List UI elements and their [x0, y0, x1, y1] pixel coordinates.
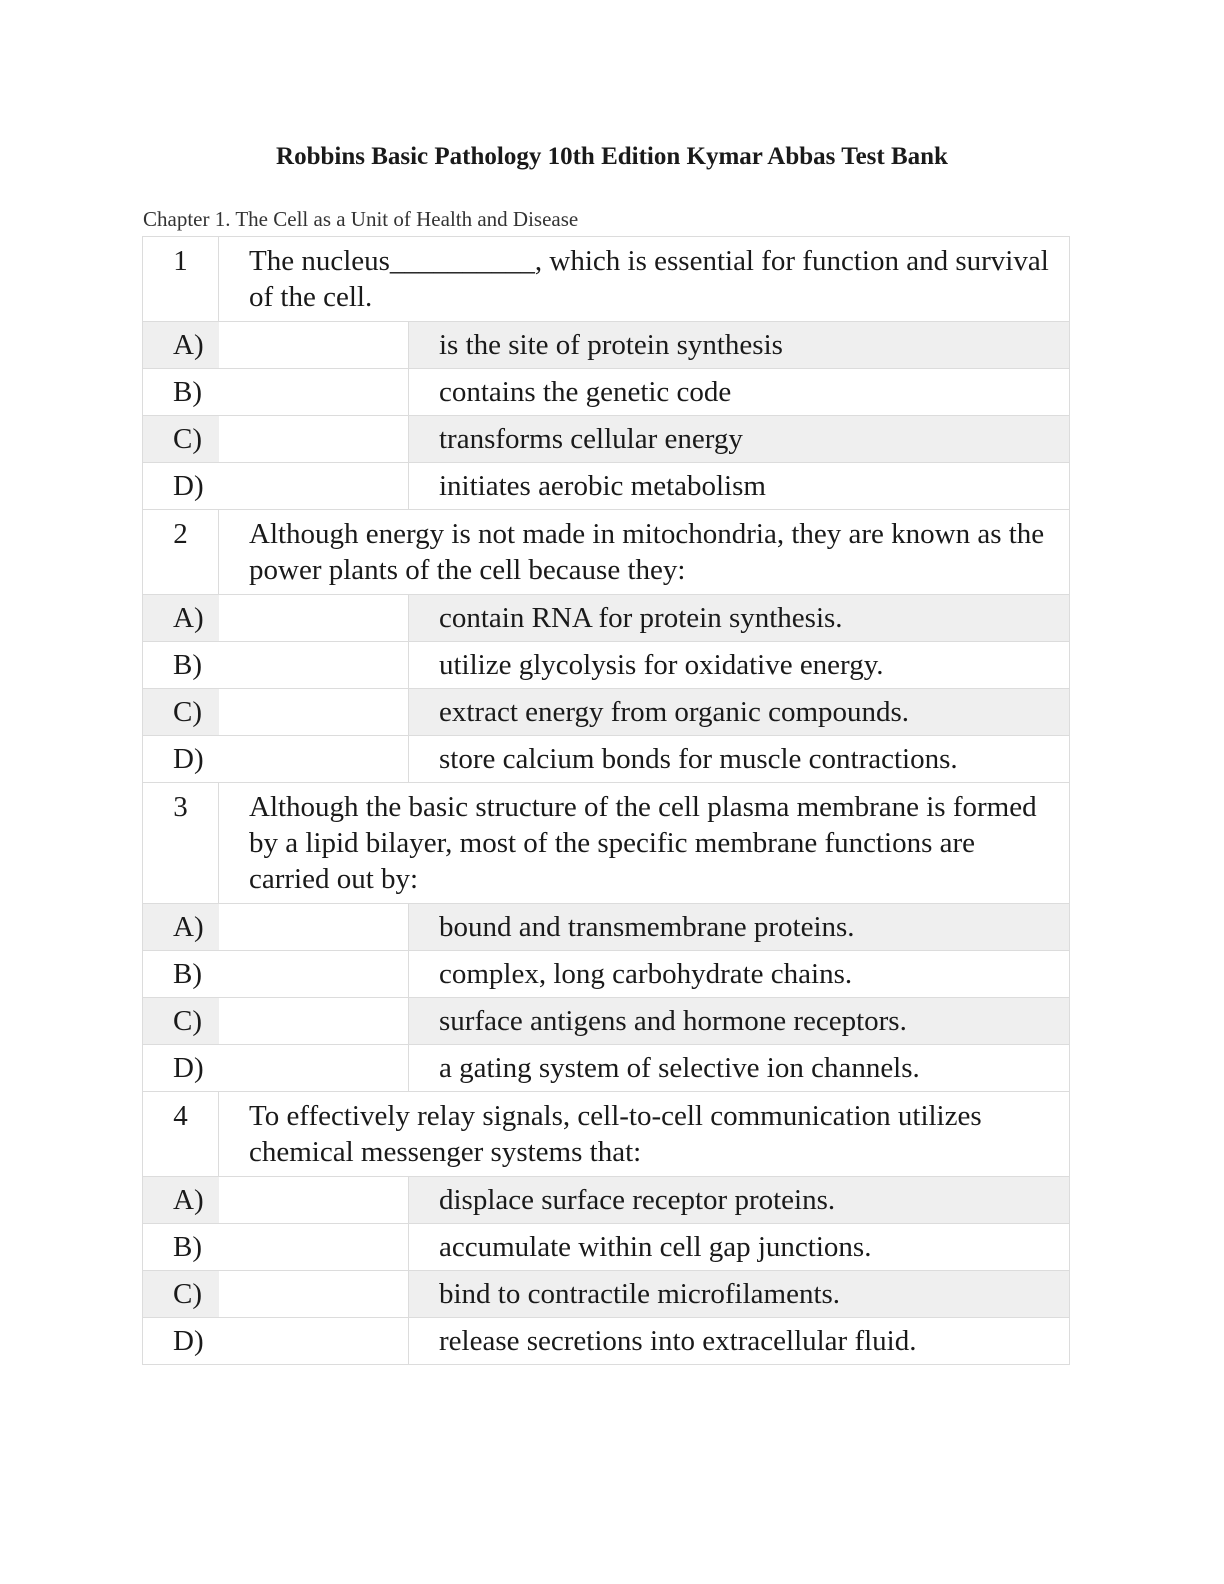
- option-text: transforms cellular energy: [409, 416, 1070, 463]
- option-row: [143, 416, 1070, 463]
- option-letter: B): [143, 951, 219, 998]
- option-letter: D): [143, 1045, 219, 1092]
- option-text: accumulate within cell gap junctions.: [409, 1224, 1070, 1271]
- option-text: utilize glycolysis for oxidative energy.: [409, 642, 1070, 689]
- question-number: 2: [143, 510, 219, 595]
- option-row: [143, 1271, 1070, 1318]
- question-text: The nucleus__________, which is essential for function and survival of the cell.: [219, 237, 1070, 322]
- option-spacer: [219, 1224, 409, 1271]
- option-spacer: [219, 642, 409, 689]
- option-text: complex, long carbohydrate chains.: [409, 951, 1070, 998]
- question-row: [143, 1092, 1070, 1177]
- option-text: bind to contractile microfilaments.: [409, 1271, 1070, 1318]
- option-letter: A): [143, 904, 219, 951]
- option-row: [143, 998, 1070, 1045]
- question-row: [143, 237, 1070, 322]
- option-text: contain RNA for protein synthesis.: [409, 595, 1070, 642]
- option-row: [143, 1318, 1070, 1365]
- option-spacer: [219, 998, 409, 1045]
- question-row: [143, 783, 1070, 904]
- option-letter: A): [143, 595, 219, 642]
- question-text: To effectively relay signals, cell-to-cell communication utilizes chemical messenger systems that:: [219, 1092, 1070, 1177]
- option-spacer: [219, 322, 409, 369]
- option-text: release secretions into extracellular fluid.: [409, 1318, 1070, 1365]
- option-letter: C): [143, 416, 219, 463]
- chapter-heading: Chapter 1. The Cell as a Unit of Health and Disease: [143, 207, 579, 231]
- option-spacer: [219, 1271, 409, 1318]
- option-letter: C): [143, 689, 219, 736]
- option-text: surface antigens and hormone receptors.: [409, 998, 1070, 1045]
- option-spacer: [219, 1318, 409, 1365]
- option-spacer: [219, 416, 409, 463]
- option-letter: C): [143, 998, 219, 1045]
- option-row: [143, 1224, 1070, 1271]
- option-letter: C): [143, 1271, 219, 1318]
- document-title: Robbins Basic Pathology 10th Edition Kymar Abbas Test Bank: [276, 143, 948, 170]
- option-text: contains the genetic code: [409, 369, 1070, 416]
- question-text: Although the basic structure of the cell plasma membrane is formed by a lipid bilayer, most of the specific membrane functions are carried out by:: [219, 783, 1070, 904]
- question-number: 1: [143, 237, 219, 322]
- option-text: initiates aerobic metabolism: [409, 463, 1070, 510]
- option-row: [143, 689, 1070, 736]
- option-row: [143, 951, 1070, 998]
- option-letter: D): [143, 1318, 219, 1365]
- option-spacer: [219, 904, 409, 951]
- option-text: is the site of protein synthesis: [409, 322, 1070, 369]
- option-letter: A): [143, 1177, 219, 1224]
- option-row: [143, 904, 1070, 951]
- option-spacer: [219, 595, 409, 642]
- question-number: 4: [143, 1092, 219, 1177]
- option-row: [143, 1177, 1070, 1224]
- option-letter: D): [143, 463, 219, 510]
- option-spacer: [219, 463, 409, 510]
- option-text: extract energy from organic compounds.: [409, 689, 1070, 736]
- question-row: [143, 510, 1070, 595]
- option-spacer: [219, 1177, 409, 1224]
- option-letter: A): [143, 322, 219, 369]
- option-row: [143, 642, 1070, 689]
- option-spacer: [219, 689, 409, 736]
- option-spacer: [219, 1045, 409, 1092]
- option-letter: B): [143, 369, 219, 416]
- option-spacer: [219, 369, 409, 416]
- question-text: Although energy is not made in mitochondria, they are known as the power plants of the cell because they:: [219, 510, 1070, 595]
- option-letter: D): [143, 736, 219, 783]
- option-row: [143, 322, 1070, 369]
- option-text: store calcium bonds for muscle contractions.: [409, 736, 1070, 783]
- option-row: [143, 463, 1070, 510]
- option-letter: B): [143, 642, 219, 689]
- option-spacer: [219, 736, 409, 783]
- option-row: [143, 595, 1070, 642]
- option-text: displace surface receptor proteins.: [409, 1177, 1070, 1224]
- question-number: 3: [143, 783, 219, 904]
- option-spacer: [219, 951, 409, 998]
- option-text: a gating system of selective ion channels.: [409, 1045, 1070, 1092]
- question-table: [142, 236, 1070, 1365]
- option-text: bound and transmembrane proteins.: [409, 904, 1070, 951]
- option-row: [143, 1045, 1070, 1092]
- option-row: [143, 369, 1070, 416]
- option-letter: B): [143, 1224, 219, 1271]
- option-row: [143, 736, 1070, 783]
